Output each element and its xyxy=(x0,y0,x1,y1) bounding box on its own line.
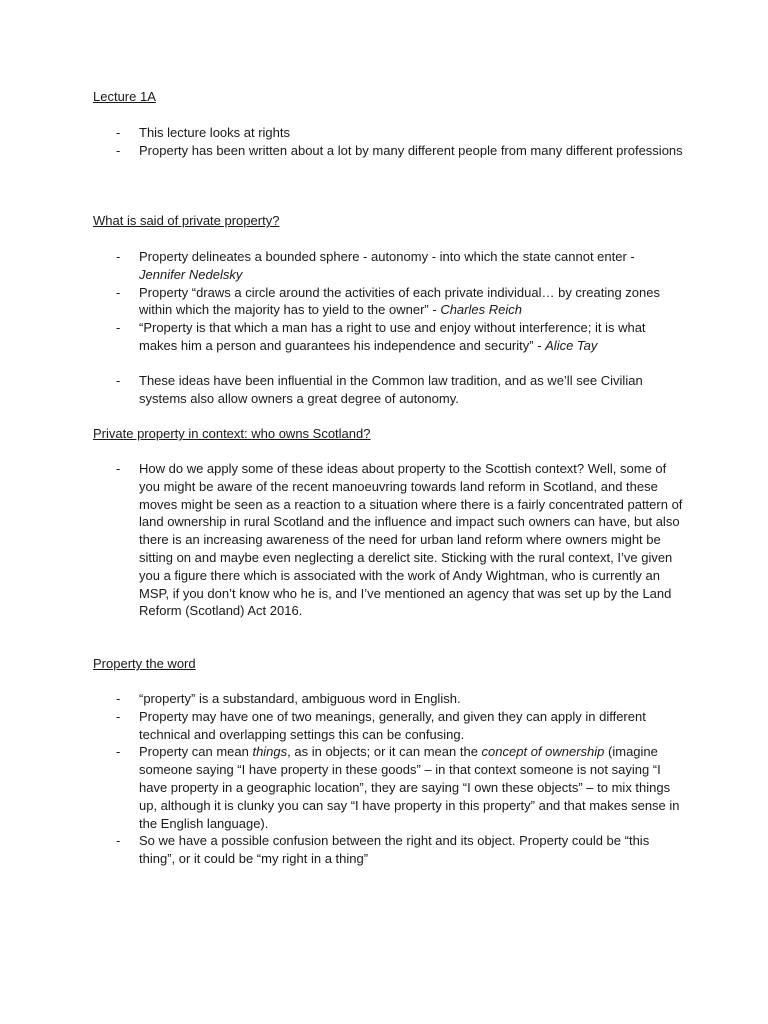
list-item xyxy=(93,460,683,620)
bullet-dash: - xyxy=(116,833,121,849)
lecture-title: Lecture 1A xyxy=(93,89,156,104)
bullet-text: Property can mean xyxy=(139,744,253,760)
bullet-text: Property delineates a bounded sphere - autonomy - into which the state cannot enter - xyxy=(139,249,635,264)
bullet-text: , as in objects; or it can mean the xyxy=(287,744,482,760)
list-item xyxy=(93,142,683,160)
bullet-dash: - xyxy=(116,249,121,264)
bullet-dash: - xyxy=(116,461,121,476)
bullet-dash: - xyxy=(116,142,121,158)
list-item xyxy=(93,124,683,142)
bullet-text: “Property is that which a man has a right to use and enjoy without interference; it is what makes him a person and guarantees his independence and security” - xyxy=(139,320,646,353)
list-item xyxy=(93,708,683,744)
quote-author: Jennifer Nedelsky xyxy=(139,266,243,282)
quote-author: Alice Tay xyxy=(545,337,598,353)
list-item xyxy=(93,832,683,868)
bullet-dash: - xyxy=(116,373,121,388)
intro-list xyxy=(93,124,683,160)
section-heading-property-word: Property the word xyxy=(93,656,196,671)
quote-author: Charles Reich xyxy=(440,302,522,318)
bullet-text: Property has been written about a lot by many different people from many different professions xyxy=(139,142,683,158)
property-word-list xyxy=(93,690,683,868)
list-item xyxy=(93,284,683,320)
section-heading-private-property: What is said of private property? xyxy=(93,213,280,228)
private-property-list xyxy=(93,248,683,355)
scotland-list xyxy=(93,460,683,620)
list-item xyxy=(93,319,683,355)
bullet-text: “property” is a substandard, ambiguous word in English. xyxy=(139,691,461,706)
bullet-dash: - xyxy=(116,284,121,300)
bullet-text: How do we apply some of these ideas about property to the Scottish context? Well, some of you might be aware of the recent manoeuvring towards land reform in Scotland, and these moves might be seen as a reaction to a situation where there is a fairly concentrated pattern of land ownership in rural Scotland and the influence and impact such owners can have, but also there is an increasing awareness of the need for urban land reform where owners might be sitting on and maybe even neglecting a derelict site. Sticking with the rural context, I’ve given you a figure there which is associated with the work of Andy Wightman, who is currently an MSP, if you don’t know who he is, and I’ve mentioned an agency that was set up by the Land Reform (Scotland) Act 2016. xyxy=(139,461,683,619)
section-heading-scotland: Private property in context: who owns Scotland? xyxy=(93,426,371,441)
list-item xyxy=(93,743,683,832)
list-item xyxy=(93,248,683,284)
bullet-dash: - xyxy=(116,125,121,140)
bullet-text: Property “draws a circle around the activities of each private individual… by creating zones within which the majority has to yield to the owner” - xyxy=(139,284,660,318)
bullet-dash: - xyxy=(116,708,121,724)
emphasis-concept-of-ownership: concept of ownership xyxy=(481,744,605,760)
bullet-text: (imagine someone saying “I have property in these goods” – in that context someone is not saying “I have property in a geographic location”, they are saying “I own these objects” – to mix things up, although it is clunky you can say “I have property in this property” and that makes sense in the English language). xyxy=(139,744,680,831)
private-property-extra-list xyxy=(93,372,683,408)
bullet-dash: - xyxy=(116,744,121,760)
bullet-dash: - xyxy=(116,320,121,336)
bullet-dash: - xyxy=(116,691,121,706)
list-item xyxy=(93,690,683,708)
bullet-text: These ideas have been influential in the Common law tradition, and as we’ll see Civilian systems also allow owners a great degree of autonomy. xyxy=(139,373,643,406)
bullet-text: This lecture looks at rights xyxy=(139,125,291,140)
bullet-text: So we have a possible confusion between the right and its object. Property could be “this thing”, or it could be “my right in a thing” xyxy=(139,833,650,867)
emphasis-things: things xyxy=(252,744,288,760)
bullet-text: Property may have one of two meanings, generally, and given they can apply in different technical and overlapping settings this can be confusing. xyxy=(139,708,646,742)
list-item xyxy=(93,372,683,408)
